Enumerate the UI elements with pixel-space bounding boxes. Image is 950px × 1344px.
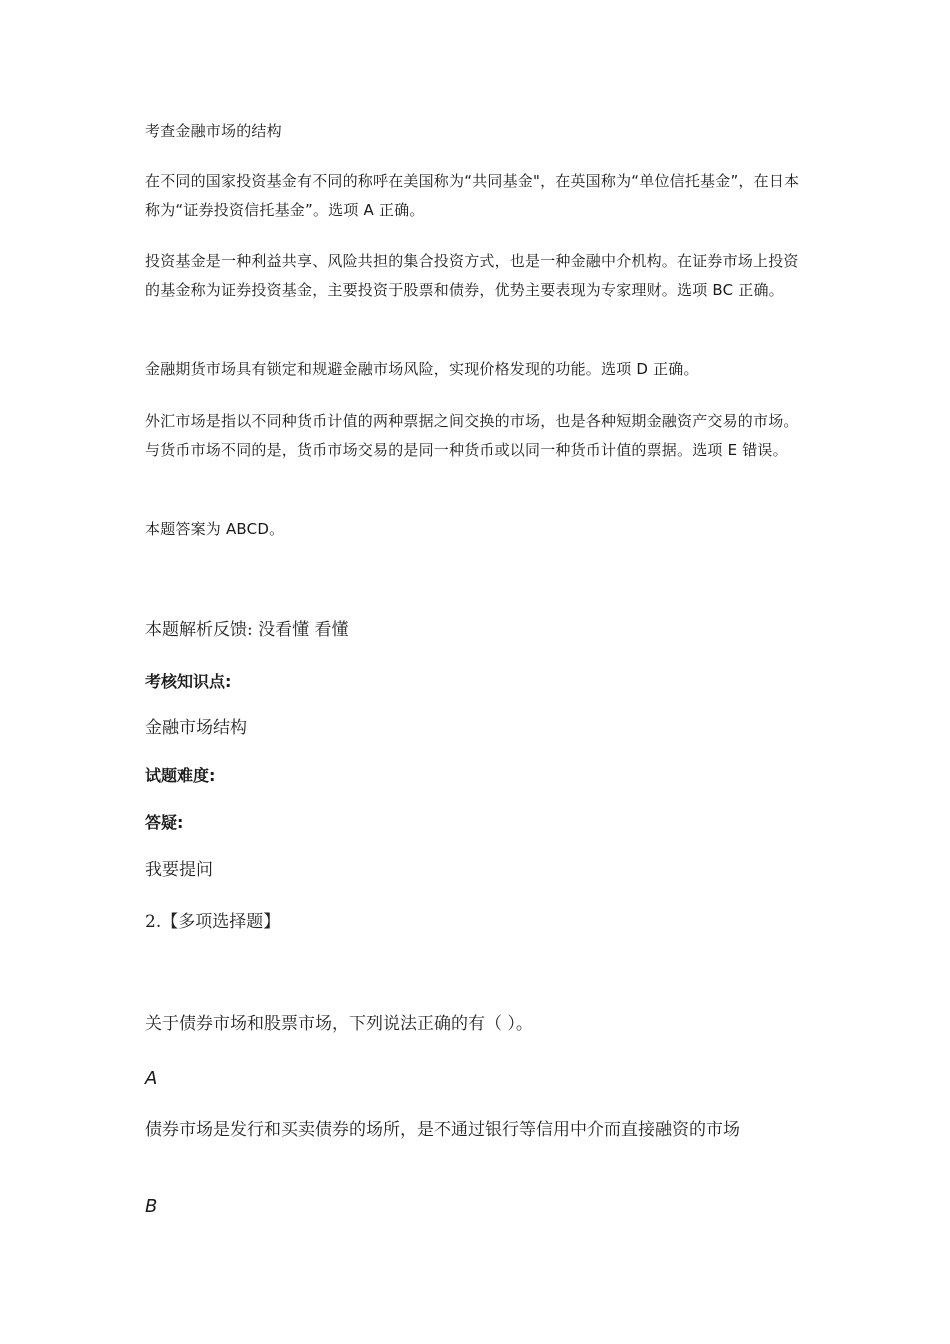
explanation-paragraph-a: 在不同的国家投资基金有不同的称呼在美国称为“共同基金"，在英国称为“单位信托基金”，在日本称为“证券投资信托基金”。选项 A 正确。	[145, 172, 800, 219]
explanation-topic: 考查金融市场的结构	[145, 122, 282, 140]
knowledge-value: 金融市场结构	[145, 718, 247, 738]
qa-label: 答疑:	[145, 813, 184, 832]
option-a-letter[interactable]: A	[145, 1068, 158, 1089]
question-2-header: 2.【多项选择题】	[145, 912, 281, 932]
explanation-paragraph-bc: 投资基金是一种利益共享、风险共担的集合投资方式，也是一种金融中介机构。在证券市场上投资的基金称为证券投资基金，主要投资于股票和债券，优势主要表现为专家理财。选项 BC 正确。	[145, 252, 799, 299]
question-2-stem: 关于债券市场和股票市场，下列说法正确的有（ ）。	[145, 1014, 533, 1034]
feedback-line[interactable]: 本题解析反馈: 没看懂 看懂	[145, 620, 349, 640]
difficulty-label: 试题难度:	[145, 766, 216, 785]
knowledge-label: 考核知识点:	[145, 672, 232, 691]
option-b-letter[interactable]: B	[145, 1196, 158, 1217]
explanation-paragraph-d: 金融期货市场具有锁定和规避金融市场风险，实现价格发现的功能。选项 D 正确。	[145, 360, 699, 378]
option-a-text[interactable]: 债券市场是发行和买卖债券的场所，是不通过银行等信用中介而直接融资的市场	[145, 1120, 740, 1140]
explanation-paragraph-e: 外汇市场是指以不同种货币计值的两种票据之间交换的市场，也是各种短期金融资产交易的市场。与货币市场不同的是，货币市场交易的是同一种货币或以同一种货币计值的票据。选项 E 错误。	[145, 412, 799, 459]
answer-summary: 本题答案为 ABCD。	[145, 520, 285, 538]
ask-question-link[interactable]: 我要提问	[145, 860, 213, 880]
